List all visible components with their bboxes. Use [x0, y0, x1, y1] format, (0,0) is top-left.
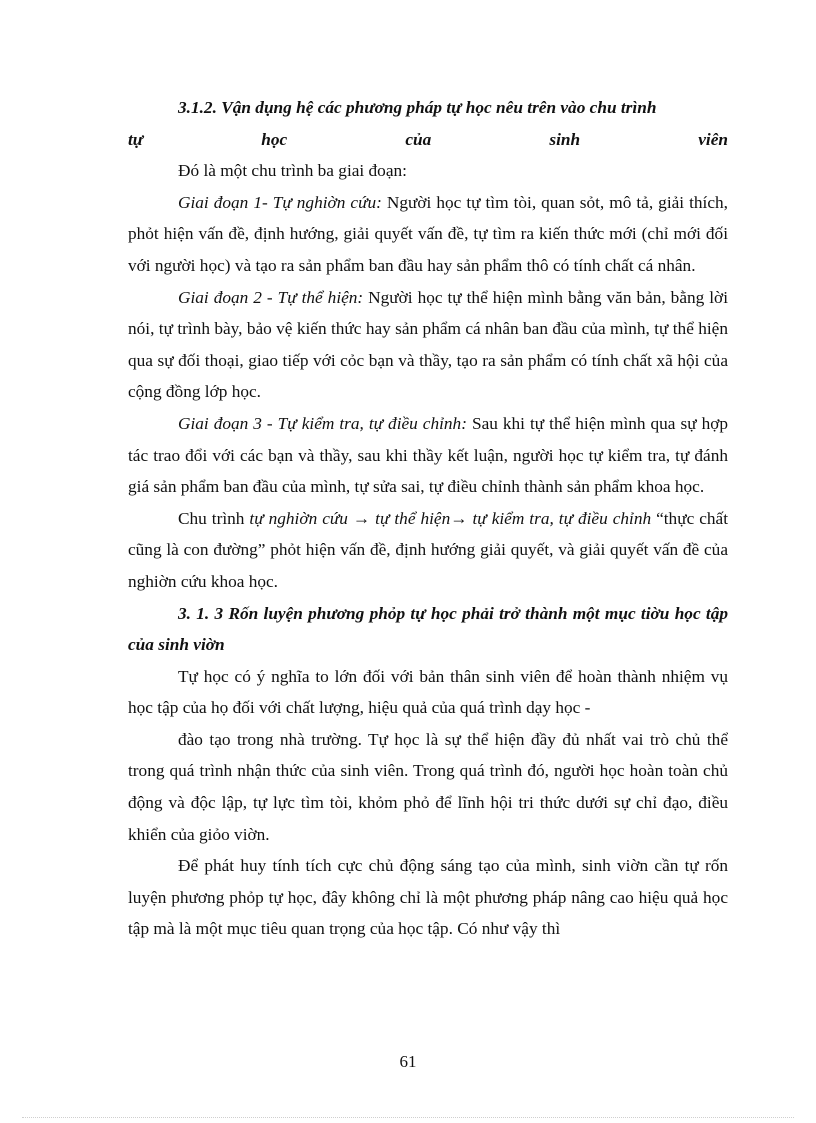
- cycle-summary-paragraph: [128, 503, 728, 598]
- page-number: 61: [399, 1052, 417, 1071]
- stage-1-paragraph: [128, 187, 728, 282]
- section-heading-3-1-2-continued: tự học của sinh viên: [128, 129, 728, 149]
- cycle-summary-lead: Chu trình: [178, 508, 250, 528]
- stage-3-paragraph: [128, 408, 728, 503]
- stage-2-paragraph: [128, 282, 728, 408]
- section-heading-3-1-3: 3. 1. 3 Rốn luyện phương phỏp tự học phải trở thành một mục tiờu học tập của sinh viờn: [128, 603, 728, 655]
- stage-2-text: Người học tự thể hiện mình bằng văn bản, bằng lời nói, tự trình bày, bảo vệ kiến thức hay sản phẩm cá nhân ban đầu của mình, tự thể hiện qua sự đối thoại, giao tiếp với cỏc bạn và thầy, tạo ra sản phẩm có tính chất xã hội của cộng đồng lớp học.: [128, 287, 728, 402]
- stage-1-label: Giai đoạn 1- Tự nghiờn cứu:: [178, 192, 382, 212]
- section-heading-3-1-2: 3.1.2. Vận dụng hệ các phương pháp tự học nêu trên vào chu trình: [178, 98, 657, 117]
- stage-2-label: Giai đoạn 2 - Tự thể hiện:: [178, 287, 364, 307]
- page-bottom-divider: [22, 1117, 794, 1118]
- cycle-summary-rest: “thực chất cũng là con đường” phỏt hiện vấn đề, định hướng giải quyết, và giải quyết vấn đề của nghiờn cứu khoa học.: [128, 508, 729, 591]
- self-study-role-paragraph-continued: đào tạo trong nhà trường. Tự học là sự thể hiện đầy đủ nhất vai trò chủ thể trong quá trình nhận thức của sinh viên. Trong quá trình đó, người học hoàn toàn chủ động và độc lập, tự lực tìm tòi, khỏm phỏ để lĩnh hội tri thức dưới sự chỉ đạo, điều khiển của giỏo viờn.: [128, 729, 728, 844]
- cycle-summary-steps: tự nghiờn cứu → tự thể hiện→ tự kiểm tra, tự điều chỉnh: [249, 508, 652, 528]
- cycle-intro: Đó là một chu trình ba giai đoạn:: [178, 161, 407, 181]
- page-content: [128, 92, 728, 945]
- method-training-paragraph: Để phát huy tính tích cực chủ động sáng tạo của mình, sinh viờn cần tự rốn luyện phương phỏp tự học, đây không chỉ là một phương pháp nâng cao hiệu quả học tập mà là một mục tiêu quan trọng của học tập. Có như vậy thì: [128, 856, 728, 939]
- stage-3-label: Giai đoạn 3 - Tự kiểm tra, tự điều chỉnh:: [178, 413, 467, 433]
- stage-3-text: Sau khi tự thể hiện mình qua sự hợp tác trao đổi với các bạn và thầy, sau khi thầy kết luận, người học tự kiểm tra, tự đánh giá sản phẩm ban đầu của mình, tự sửa sai, tự điều chỉnh thành sản phẩm khoa học.: [128, 413, 728, 497]
- stage-1-text: Người học tự tìm tòi, quan sỏt, mô tả, giải thích, phỏt hiện vấn đề, định hướng, giải quyết vấn đề, tự tìm ra kiến thức mới (chỉ mới đối với người học) và tạo ra sản phẩm ban đầu hay sản phẩm thô có tính chất cá nhân.: [128, 192, 728, 275]
- self-study-role-paragraph: Tự học có ý nghĩa to lớn đối với bản thân sinh viên để hoàn thành nhiệm vụ học tập của họ đối với chất lượng, hiệu quả của quá trình dạy học -: [128, 666, 728, 718]
